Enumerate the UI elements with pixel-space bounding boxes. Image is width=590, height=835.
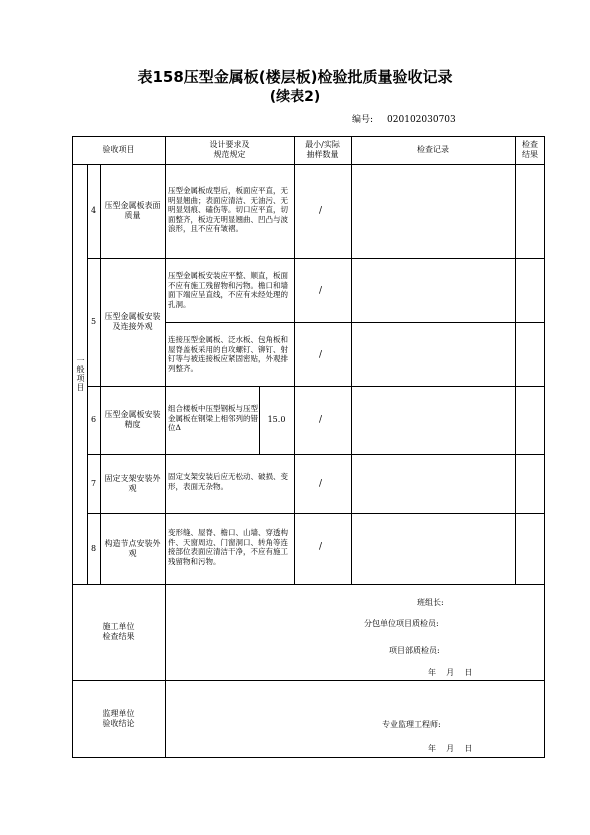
sub-inspector-label: 分包单位项目质检员: <box>364 619 439 628</box>
header-record: 检查记录 <box>417 145 449 154</box>
supervision-engineer-label: 专业监理工程师: <box>382 720 441 729</box>
team-leader-label: 班组长: <box>417 598 444 607</box>
item-limit: 15.0 <box>267 415 286 424</box>
item-sample: / <box>319 350 323 360</box>
item-name: 压型金属板安装 及连接外观 <box>104 312 161 331</box>
header-item: 验收项目 <box>102 145 135 154</box>
item-sample: / <box>319 542 323 552</box>
item-requirement: 压型金属板安装应平整、顺直，板面不应有施工残留物和污物。檐口和墙面下端应呈直线，不应有未经处理的孔洞。 <box>168 271 288 309</box>
item-no: 6 <box>90 415 97 424</box>
item-name: 压型金属板表面 质量 <box>104 201 161 220</box>
item-no: 5 <box>90 317 97 326</box>
item-no: 7 <box>90 478 97 488</box>
item-name: 固定支架安装外 观 <box>104 473 161 493</box>
item-no: 8 <box>90 543 97 553</box>
page-subtitle: (续表2) <box>269 89 321 105</box>
item-requirement: 连接压型金属板、泛水板、包角板和屋脊盖板采用的自攻螺钉、铆钉、射钉等与被连接板应紧固密贴，外观排列整齐。 <box>168 335 288 373</box>
supervision-label: 监理单位 验收结论 <box>102 708 135 728</box>
item-requirement: 组合楼板中压型钢板与压型金属板在钢梁上相邻列的错位Δ <box>168 404 258 432</box>
item-name: 压型金属板安装 精度 <box>104 410 161 429</box>
item-no: 4 <box>90 206 97 215</box>
header-requirement: 设计要求及 规范规定 <box>209 140 250 159</box>
page-title: 表158压型金属板(楼层板)检验批质量验收记录 <box>137 68 453 86</box>
item-name: 构造节点安装外 观 <box>104 538 161 558</box>
dept-inspector-label: 项目部质检员: <box>389 646 440 655</box>
item-requirement: 固定支架安装后应无松动、破损、变形，表面无杂物。 <box>168 472 288 491</box>
item-sample: / <box>319 415 323 425</box>
code-label: 编号: <box>352 115 374 125</box>
item-requirement: 压型金属板成型后，板面应平直，无明显翘曲；表面应清洁、无油污、无明显划痕、磕伤等。切口应平直，切面整齐，板边无明显翘曲、凹凸与波浪形，且不应有皱褶。 <box>168 186 288 233</box>
header-result: 检查 结果 <box>522 140 538 159</box>
item-sample: / <box>319 206 323 216</box>
item-sample: / <box>319 479 323 489</box>
supervision-date: 年 月 日 <box>428 744 473 753</box>
item-sample: / <box>319 286 323 296</box>
inspection-table <box>72 136 545 758</box>
construction-date: 年 月 日 <box>428 668 473 677</box>
item-requirement: 变形缝、屋脊、檐口、山墙、穿透构件、天窗周边、门窗洞口、转角等连接部位表面应清洁干净，不应有施工残留物和污物。 <box>168 528 288 566</box>
form-code <box>352 112 470 125</box>
code-value: 020102030703 <box>387 115 456 125</box>
construction-label: 施工单位 检查结果 <box>102 622 135 641</box>
header-sample: 最小/实际 抽样数量 <box>305 140 340 159</box>
section-label-general: 一般项目 <box>76 356 85 392</box>
